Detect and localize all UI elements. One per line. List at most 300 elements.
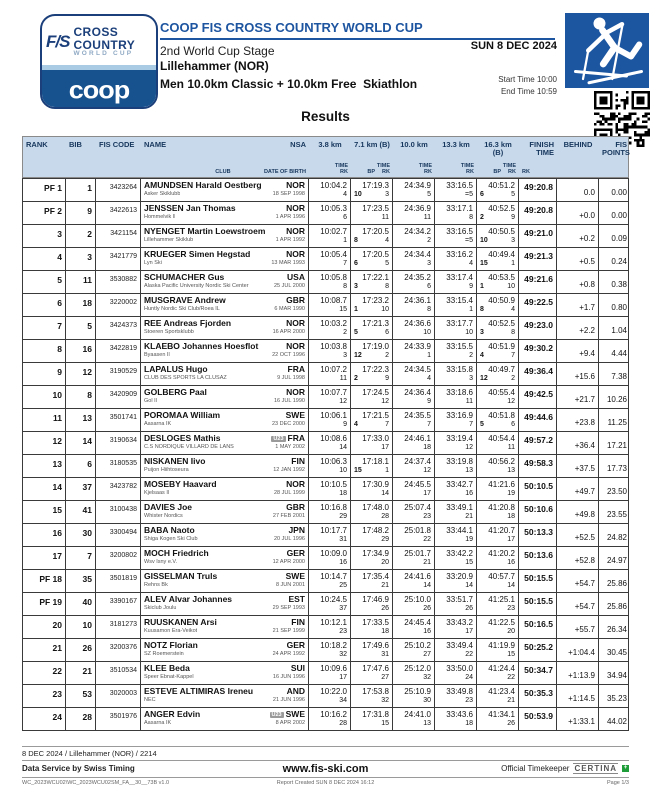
fis-code-cell: 3420909 — [96, 386, 141, 408]
split-cell: 33:16.5 =5 — [435, 225, 477, 247]
athlete-club: SZ Roemerstein — [144, 651, 184, 658]
behind-cell: +54.7 — [557, 593, 599, 615]
fis-points-cell: 23.55 — [606, 510, 627, 519]
split-cell: 24:36.6 10 — [393, 317, 435, 339]
report-created: Report Created SUN 8 DEC 2024 16:12 — [276, 780, 375, 786]
behind-cell: +52.5 — [557, 524, 599, 546]
split-cell: 24:41.0 13 — [393, 708, 435, 730]
nsa-code: NOR — [286, 180, 305, 190]
bib-cell: 11 — [66, 271, 96, 293]
athlete-dob: 12 APR 2000 — [272, 559, 305, 566]
athlete-dob: 28 JUL 1999 — [274, 490, 305, 497]
finish-time-cell: 49:58.3 — [519, 455, 557, 477]
fis-code-cell: 3424373 — [96, 317, 141, 339]
bib-cell: 30 — [66, 524, 96, 546]
athlete-cell — [141, 409, 309, 431]
fis-points-cell: 24.82 — [606, 533, 627, 542]
col-finish-time: FINISH TIME RK — [522, 140, 554, 175]
split-cell: 10:04.2 4 — [309, 179, 351, 201]
split-cell: 40:50.5 10 3 — [477, 225, 519, 247]
split-cell: 33:17.4 9 — [435, 271, 477, 293]
athlete-club: Rehns Bk — [144, 582, 168, 589]
athlete-dob: 27 FEB 2001 — [272, 513, 305, 520]
split-cell: 33:19.4 12 — [435, 432, 477, 454]
split-cell: 17:48.2 29 — [351, 524, 393, 546]
athlete-name: ESTEVE ALTIMIRAS Ireneu — [144, 686, 254, 696]
rank-cell: PF 2 — [23, 202, 66, 224]
rank-cell: PF 18 — [23, 570, 66, 592]
split-cell: 24:35.2 6 — [393, 271, 435, 293]
bib-cell: 37 — [66, 478, 96, 500]
behind-cell: +0.2 — [557, 225, 599, 247]
u23-badge: U23 — [271, 712, 282, 718]
behind-cell: +36.4 — [557, 432, 599, 454]
fis-code-cell: 3220002 — [96, 294, 141, 316]
bib-cell: 3 — [66, 248, 96, 270]
behind-cell: +1:14.5 — [557, 685, 599, 707]
athlete-cell — [141, 685, 309, 707]
rank-cell: 21 — [23, 639, 66, 661]
fis-code-cell: 3510534 — [96, 662, 141, 684]
bib-cell: 18 — [66, 294, 96, 316]
split-cell: 41:23.4 21 — [477, 685, 519, 707]
athlete-cell — [141, 179, 309, 201]
athlete-cell — [141, 593, 309, 615]
fis-code-cell: 3020003 — [96, 685, 141, 707]
finish-time-cell: 50:53.9 — [519, 708, 557, 730]
athlete-dob: 16 JUL 1990 — [274, 398, 305, 405]
athlete-name: GOLBERG Paal — [144, 387, 207, 397]
col-club: CLUB — [215, 169, 231, 175]
fis-points-cell: 10.26 — [606, 395, 627, 404]
split-cell: 17:35.4 21 — [351, 570, 393, 592]
split-cell: 17:18.1 15 1 — [351, 455, 393, 477]
behind-cell: +0.5 — [557, 248, 599, 270]
timekeeper-label: Official Timekeeper — [501, 764, 570, 773]
split-cell: 17:22.3 2 9 — [351, 363, 393, 385]
split-cell: 10:05.8 8 — [309, 271, 351, 293]
behind-cell: +0.8 — [557, 271, 599, 293]
fis-points-cell: 4.44 — [611, 349, 627, 358]
bib-cell: 1 — [66, 179, 96, 201]
rank-cell: 23 — [23, 685, 66, 707]
athlete-club: Stoeren Sportsklubb — [144, 329, 194, 336]
fis-points-cell: 0.09 — [611, 234, 627, 243]
split-cell: 17:53.8 32 — [351, 685, 393, 707]
split-cell: 40:54.4 11 — [477, 432, 519, 454]
nsa-code: GBR — [286, 502, 305, 512]
split-cell: 25:07.4 23 — [393, 501, 435, 523]
split-cell: 25:01.7 21 — [393, 547, 435, 569]
fis-points-cell: 1.04 — [611, 326, 627, 335]
athlete-club: Kjelsaas Il — [144, 490, 170, 497]
split-cell: 17:46.9 26 — [351, 593, 393, 615]
split-cell: 33:50.0 24 — [435, 662, 477, 684]
fis-code-cell: 3200376 — [96, 639, 141, 661]
bib-cell: 16 — [66, 340, 96, 362]
rank-cell: 24 — [23, 708, 66, 730]
split-cell: 24:36.4 9 — [393, 386, 435, 408]
split-cell: 25:12.0 32 — [393, 662, 435, 684]
athlete-dob: 1 APR 1992 — [275, 237, 305, 244]
table-row — [23, 431, 628, 454]
split-cell: 41:21.6 19 — [477, 478, 519, 500]
split-cell: 33:17.7 10 — [435, 317, 477, 339]
rank-cell: 15 — [23, 501, 66, 523]
split-cell: 40:53.5 1 10 — [477, 271, 519, 293]
athlete-cell — [141, 478, 309, 500]
finish-time-cell: 50:10.5 — [519, 478, 557, 500]
fis-code-cell: 3423782 — [96, 478, 141, 500]
split-cell: 10:03.8 3 — [309, 340, 351, 362]
fis-logo-mark: F/S — [46, 32, 70, 51]
logo-line-cross: CROSS — [73, 25, 119, 40]
split-cell: 33:20.9 14 — [435, 570, 477, 592]
athlete-name: KRUEGER Simen Hegstad — [144, 249, 251, 259]
split-cell: 24:35.5 7 — [393, 409, 435, 431]
table-row — [23, 592, 628, 615]
athlete-name: RUUSKANEN Arsi — [144, 617, 217, 627]
split-cell: 10:05.3 6 — [309, 202, 351, 224]
behind-cell: +37.5 — [557, 455, 599, 477]
athlete-dob: 24 APR 1992 — [272, 651, 305, 658]
split-cell: 10:14.7 25 — [309, 570, 351, 592]
athlete-dob: 16 JUN 1996 — [272, 674, 305, 681]
split-cell: 10:16.2 28 — [309, 708, 351, 730]
split-cell: 17:21.5 4 7 — [351, 409, 393, 431]
table-row — [23, 523, 628, 546]
fis-points-cell: 11.25 — [607, 418, 627, 427]
footer-event-line: 8 DEC 2024 / Lillehammer (NOR) / 2214 — [22, 749, 157, 758]
split-cell: 33:18.6 11 — [435, 386, 477, 408]
fis-code-cell: 3100438 — [96, 501, 141, 523]
fis-points-cell: 0.00 — [611, 211, 627, 220]
athlete-club: CLUB DES SPORTS LA CLUSAZ — [144, 375, 227, 382]
col-nsa: NSA — [290, 140, 306, 149]
table-row — [23, 477, 628, 500]
athlete-dob: 12 JAN 1992 — [273, 467, 305, 474]
coop-logo: coop — [42, 70, 156, 109]
split-cell: 10:02.7 1 — [309, 225, 351, 247]
u23-badge: U23 — [273, 436, 284, 442]
athlete-cell — [141, 524, 309, 546]
behind-cell: +9.4 — [557, 340, 599, 362]
split-cell: 24:33.9 1 — [393, 340, 435, 362]
fis-points-cell: 23.50 — [606, 487, 627, 496]
nsa-code: NOR — [286, 203, 305, 213]
split-cell: 33:15.5 2 — [435, 340, 477, 362]
athlete-club: Puijon Hiihtoseura — [144, 467, 189, 474]
finish-time-cell: 49:42.5 — [519, 386, 557, 408]
athlete-club: Lyn Ski — [144, 260, 162, 267]
behind-cell: +21.7 — [557, 386, 599, 408]
nsa-code: NOR — [286, 226, 305, 236]
athlete-dob: 1 APR 1996 — [275, 214, 305, 221]
fis-points-cell: 26.34 — [606, 625, 627, 634]
athlete-cell — [141, 708, 309, 730]
athlete-club: Kuusamon Era-Veikot — [144, 628, 198, 635]
bib-cell: 9 — [66, 202, 96, 224]
fis-points-cell: 17.73 — [606, 464, 627, 473]
split-cell: 24:34.9 5 — [393, 179, 435, 201]
nsa-code: SUI — [290, 663, 305, 673]
nsa-code: NOR — [286, 387, 305, 397]
athlete-dob: 22 OCT 1996 — [272, 352, 305, 359]
fis-points-cell: 34.94 — [606, 671, 627, 680]
athlete-name: NISKANEN Iivo — [144, 456, 206, 466]
nsa-code: GER — [286, 640, 305, 650]
fis-code-cell: 3200802 — [96, 547, 141, 569]
athlete-cell — [141, 432, 309, 454]
athlete-dob: 18 SEP 1998 — [272, 191, 305, 198]
nsa-code: FRA — [287, 364, 305, 374]
fis-code-cell: 3421154 — [96, 225, 141, 247]
fis-points-cell: 25.86 — [606, 579, 627, 588]
fis-points-cell: 0.24 — [611, 257, 627, 266]
page-number: Page 1/3 — [606, 780, 629, 786]
bib-cell: 21 — [66, 662, 96, 684]
athlete-name: REE Andreas Fjorden — [144, 318, 232, 328]
athlete-club: Shiga Kogen Ski Club — [144, 536, 198, 543]
athlete-club: Byaasen Il — [144, 352, 170, 359]
finish-time-cell: 49:21.6 — [519, 271, 557, 293]
bib-cell: 26 — [66, 639, 96, 661]
bib-cell: 53 — [66, 685, 96, 707]
behind-cell: +54.7 — [557, 570, 599, 592]
col-split: 7.1 km (B) TIME BP RK — [354, 140, 390, 175]
split-cell: 24:36.1 8 — [393, 294, 435, 316]
athlete-cell — [141, 547, 309, 569]
behind-cell: +1:33.1 — [557, 708, 599, 730]
nsa-code: SWE — [285, 571, 305, 581]
fis-cross-country-logo — [42, 16, 156, 65]
fis-code-cell: 3190634 — [96, 432, 141, 454]
athlete-dob: 16 APR 2000 — [272, 329, 305, 336]
nsa-code: EST — [288, 594, 305, 604]
athlete-name: AMUNDSEN Harald Oestberg — [144, 180, 262, 190]
split-cell: 33:51.7 26 — [435, 593, 477, 615]
bib-cell: 35 — [66, 570, 96, 592]
split-cell: 10:08.7 15 — [309, 294, 351, 316]
split-cell: 41:20.8 18 — [477, 501, 519, 523]
behind-cell: +2.2 — [557, 317, 599, 339]
split-cell: 17:21.3 5 6 — [351, 317, 393, 339]
table-row — [23, 270, 628, 293]
athlete-club: Speer Ebnat-Kappel — [144, 674, 194, 681]
behind-cell: +0.0 — [557, 202, 599, 224]
split-cell: 17:19.0 12 2 — [351, 340, 393, 362]
nsa-code: SWE — [285, 410, 305, 420]
rank-cell: PF 1 — [23, 179, 66, 201]
fis-code-cell: 3501819 — [96, 570, 141, 592]
athlete-name: POROMAA William — [144, 410, 221, 420]
athlete-name: NOTZ Florian — [144, 640, 198, 650]
fis-points-cell: 17.21 — [606, 441, 627, 450]
split-cell: 24:37.4 12 — [393, 455, 435, 477]
split-cell: 24:34.5 4 — [393, 363, 435, 385]
split-cell: 40:52.5 3 8 — [477, 317, 519, 339]
table-row — [23, 293, 628, 316]
fis-points-cell: 0.80 — [611, 303, 627, 312]
split-cell: 40:56.2 13 — [477, 455, 519, 477]
split-cell: 40:49.7 12 2 — [477, 363, 519, 385]
finish-time-cell: 50:34.7 — [519, 662, 557, 684]
fis-points-cell: 44.02 — [606, 717, 627, 726]
athlete-dob: 6 MAR 1990 — [274, 306, 305, 313]
competition-title: COOP FIS CROSS COUNTRY WORLD CUP — [160, 20, 555, 40]
coop-fis-world-cup-logo — [40, 14, 158, 109]
behind-cell: +49.7 — [557, 478, 599, 500]
col-fis-code: FIS CODE — [99, 140, 135, 149]
split-cell: 10:06.3 10 — [309, 455, 351, 477]
fis-points-cell: 24.97 — [606, 556, 627, 565]
athlete-dob: 9 JUL 1998 — [277, 375, 305, 382]
table-row — [23, 546, 628, 569]
nsa-code: AND — [286, 686, 305, 696]
split-cell: 24:45.4 16 — [393, 616, 435, 638]
split-cell: 41:24.4 22 — [477, 662, 519, 684]
athlete-name: ANGER Edvin — [144, 709, 201, 719]
behind-cell: +23.8 — [557, 409, 599, 431]
fis-points-cell: 35.23 — [606, 694, 627, 703]
split-cell: 17:20.5 6 5 — [351, 248, 393, 270]
athlete-dob: 23 DEC 2000 — [271, 421, 305, 428]
footer-bar — [22, 763, 629, 774]
finish-time-cell: 50:25.2 — [519, 639, 557, 661]
split-cell: 24:34.2 2 — [393, 225, 435, 247]
athlete-club: Aasarna IK — [144, 421, 172, 428]
athlete-name: ALEV Alvar Johannes — [144, 594, 233, 604]
col-bib: BIB — [69, 140, 82, 149]
bib-cell: 5 — [66, 317, 96, 339]
athlete-cell — [141, 501, 309, 523]
footer-rule-mid — [22, 760, 629, 761]
split-cell: 33:42.2 15 — [435, 547, 477, 569]
split-cell: 33:43.2 17 — [435, 616, 477, 638]
table-row — [23, 500, 628, 523]
fis-code-cell: 3501976 — [96, 708, 141, 730]
col-split: 16.3 km (B) TIME BP RK — [484, 140, 516, 175]
footer-tiny-row — [22, 780, 629, 786]
athlete-cell — [141, 340, 309, 362]
fis-code-cell: 3181273 — [96, 616, 141, 638]
rank-cell: 22 — [23, 662, 66, 684]
split-cell: 33:43.6 18 — [435, 708, 477, 730]
rank-cell: 20 — [23, 616, 66, 638]
split-cell: 33:15.4 1 — [435, 294, 477, 316]
athlete-dob: 21 SEP 1999 — [272, 628, 305, 635]
stage-subtitle: 2nd World Cup Stage — [160, 44, 275, 58]
finish-time-cell: 49:30.2 — [519, 340, 557, 362]
finish-time-cell: 49:21.3 — [519, 248, 557, 270]
athlete-cell — [141, 639, 309, 661]
fis-code-cell: 3390167 — [96, 593, 141, 615]
athlete-club: Skiclub Joulu — [144, 605, 177, 612]
fis-website-link[interactable]: www.fis-ski.com — [282, 762, 369, 775]
split-cell: 33:17.1 8 — [435, 202, 477, 224]
table-row — [23, 201, 628, 224]
start-time: Start Time 10:00 — [498, 75, 557, 84]
finish-time-cell: 50:13.6 — [519, 547, 557, 569]
athlete-cell — [141, 570, 309, 592]
footer-rule-top — [22, 746, 629, 747]
rank-cell: 16 — [23, 524, 66, 546]
data-service-label: Data Service by Swiss Timing — [22, 764, 135, 773]
logo-line-country: COUNTRY — [73, 37, 136, 52]
split-cell: 33:16.2 4 — [435, 248, 477, 270]
split-cell: 24:36.9 11 — [393, 202, 435, 224]
split-cell: 17:33.5 18 — [351, 616, 393, 638]
end-time: End Time 10:59 — [500, 86, 557, 96]
table-row — [23, 385, 628, 408]
fis-points-cell: 0.00 — [611, 188, 627, 197]
split-cell: 17:48.0 28 — [351, 501, 393, 523]
nsa-code: FIN — [291, 456, 305, 466]
finish-time-cell: 49:44.6 — [519, 409, 557, 431]
finish-time-cell: 49:20.8 — [519, 179, 557, 201]
athlete-cell — [141, 363, 309, 385]
nsa-code: FRA — [287, 433, 305, 443]
athlete-dob: 13 MAR 1993 — [271, 260, 305, 267]
split-cell: 40:55.4 12 — [477, 386, 519, 408]
behind-cell: +1.7 — [557, 294, 599, 316]
certina-logo: CERTINA — [574, 764, 617, 773]
rank-cell: 3 — [23, 225, 66, 247]
table-row — [23, 615, 628, 638]
split-cell: 10:05.4 7 — [309, 248, 351, 270]
col-name: NAME — [144, 140, 167, 149]
bib-cell: 6 — [66, 455, 96, 477]
athlete-name: LAPALUS Hugo — [144, 364, 208, 374]
table-row — [23, 247, 628, 270]
nsa-code: NOR — [286, 318, 305, 328]
athlete-name: MUSGRAVE Andrew — [144, 295, 226, 305]
athlete-club: Huntly Nordic Ski Club/Roea IL — [144, 306, 220, 313]
fis-code-cell: 3422819 — [96, 340, 141, 362]
fis-code-cell: 3501741 — [96, 409, 141, 431]
split-cell: 10:03.2 2 — [309, 317, 351, 339]
split-cell: 33:44.1 19 — [435, 524, 477, 546]
finish-time-cell: 50:15.5 — [519, 593, 557, 615]
athlete-cell — [141, 248, 309, 270]
fis-points-cell: 30.45 — [606, 648, 627, 657]
table-row — [23, 339, 628, 362]
nsa-code: GBR — [286, 295, 305, 305]
nsa-code: JPN — [288, 525, 305, 535]
split-cell: 25:10.2 27 — [393, 639, 435, 661]
event-date: SUN 8 DEC 2024 — [470, 40, 557, 52]
split-cell: 24:34.4 3 — [393, 248, 435, 270]
split-cell: 10:09.0 16 — [309, 547, 351, 569]
finish-time-cell: 49:23.0 — [519, 317, 557, 339]
bib-cell: 10 — [66, 616, 96, 638]
fis-code-cell: 3530882 — [96, 271, 141, 293]
nsa-code: GER — [286, 548, 305, 558]
split-cell: 33:16.5 =5 — [435, 179, 477, 201]
behind-cell: +15.6 — [557, 363, 599, 385]
footer-rule-bottom — [22, 777, 629, 778]
athlete-dob: 1 MAY 2002 — [275, 444, 305, 451]
finish-time-cell: 49:22.5 — [519, 294, 557, 316]
bib-cell: 8 — [66, 386, 96, 408]
split-cell: 17:19.3 10 3 — [351, 179, 393, 201]
page-title: Results — [301, 109, 350, 124]
rank-cell: 17 — [23, 547, 66, 569]
athlete-dob: 21 JUN 1996 — [272, 697, 305, 704]
rank-cell: 6 — [23, 294, 66, 316]
rank-cell: 13 — [23, 455, 66, 477]
split-cell: 24:46.1 18 — [393, 432, 435, 454]
